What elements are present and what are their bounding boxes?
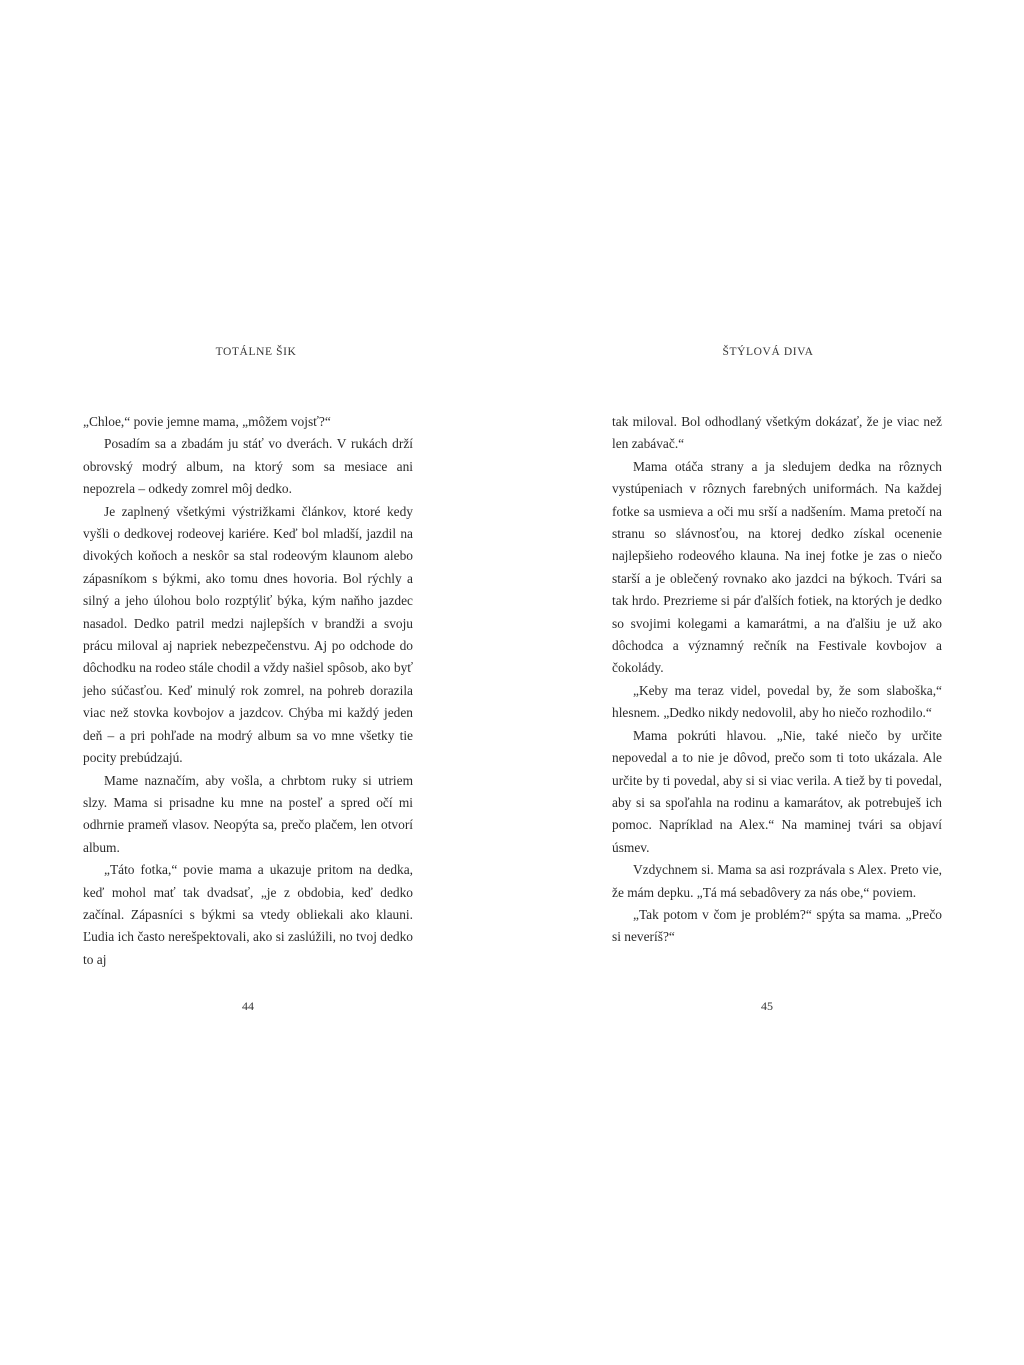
paragraph: „Tak potom v čom je problém?“ spýta sa mama. „Prečo si neveríš?“	[612, 906, 942, 945]
page-number-left: 44	[242, 999, 254, 1013]
paragraph: Je zaplnený všetkými výstrižkami článkov, ktoré kedy vyšli o dedkovej rodeovej kariére. Keď bol mladší, jazdil na divokých koňoch a neskôr sa stal rodeovým klaunom alebo zápasníkom s býkmi, ako tomu dnes hovoria. Bol rýchly a silný a jeho úlohou bolo rozptýliť býka, kým naňho jazdec nasadol. Dedko patril medzi najlepších v brandži a svoju prácu miloval aj napriek nebezpečenstvu. Aj po odchode do dôchodku na rodeo stále chodil a vždy našiel spôsob, ako byť jeho súčasťou. Keď minulý rok zomrel, na pohreb dorazila viac než stovka kovbojov a jazdcov. Chýba mi každý jeden deň – a pri pohľade na modrý album sa vo mne všetky tie pocity prebúdzajú.	[83, 503, 413, 766]
body-text-right	[612, 411, 942, 949]
paragraph-continued: tak miloval. Bol odhodlaný všetkým dokázať, že je viac než len zabávač.“	[612, 414, 942, 452]
paragraph: Posadím sa a zbadám ju stáť vo dverách. V rukách drží obrovský modrý album, na ktorý som sa mesiace ani nepozrela – odkedy zomrel môj dedko.	[83, 436, 413, 497]
body-text-left	[83, 411, 413, 971]
paragraph: „Keby ma teraz videl, povedal by, že som slaboška,“ hlesnem. „Dedko nikdy nedovolil, aby ho niečo rozhodilo.“	[612, 682, 942, 721]
paragraph: Vzdychnem si. Mama sa asi rozprávala s Alex. Preto vie, že mám depku. „Tá má sebadôvery za nás obe,“ poviem.	[612, 862, 942, 900]
running-head-left: TOTÁLNE ŠIK	[215, 346, 297, 358]
running-head-right: ŠTÝLOVÁ DIVA	[722, 346, 814, 358]
paragraph: „Táto fotka,“ povie mama a ukazuje pritom na dedka, keď mohol mať tak dvadsať, „je z obdobia, keď dedko začínal. Zápasníci s býkmi sa vtedy obliekali ako klauni. Ľudia ich často nerešpektovali, ako si zaslúžili, no tvoj dedko to aj	[83, 862, 413, 967]
right-page	[512, 0, 1024, 1365]
paragraph: Mama otáča strany a ja sledujem dedka na rôznych vystúpeniach v rôznych farebných uniformách. Na každej fotke sa usmieva a oči mu srší a nadšením. Mama pretočí na stranu so slávnosťou, na ktorej dedko získal ocenenie najlepšieho rodeového klauna. Na inej fotke je zas o niečo starší a je oblečený rovnako ako jazdci na býkoch. Tvári sa tak hrdo. Prezrieme si pár ďalších fotiek, na ktorých je dedko so svojimi kolegami a kamarátmi, a na ďalšiu je už ako dôchodca a významný rečník na Festivale kovbojov a čokolády.	[612, 458, 942, 676]
paragraph: „Chloe,“ povie jemne mama, „môžem vojsť?“	[83, 414, 331, 429]
paragraph: Mame naznačím, aby vošla, a chrbtom ruky si utriem slzy. Mama si prisadne ku mne na posteľ a spred očí mi odhrnie prameň vlasov. Neopýta sa, prečo plačem, len otvorí album.	[83, 772, 413, 855]
page-number-right: 45	[761, 999, 773, 1013]
paragraph: Mama pokrúti hlavou. „Nie, také niečo by určite nepovedal a to nie je dôvod, prečo som ti toto ukázala. Ale určite by ti povedal, aby si si viac verila. A tiež by ti povedal, aby si sa spoľahla na rodinu a kamarátov, ak potrebuješ ich pomoc. Napríklad na Alex.“ Na maminej tvári sa objaví úsmev.	[612, 727, 942, 855]
